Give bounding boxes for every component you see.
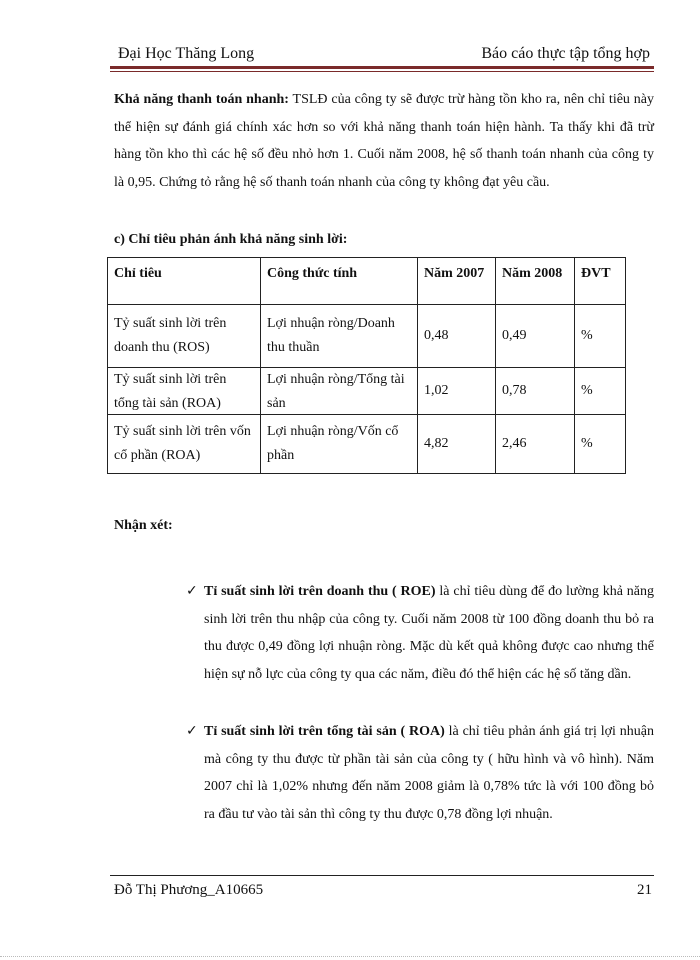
table-cell: %: [575, 368, 626, 415]
bullet-text: [204, 718, 654, 828]
table-header-row: [108, 258, 626, 305]
bullet-body: là chỉ tiêu dùng để đo lường khả năng sinh lời trên thu nhập của công ty. Cuối năm 2008 từ 100 đồng doanh thu bỏ ra thu được 0,49 đồng lợi nhuận ròng. Mặc dù kết quả không được cao nhưng thể hiện sự nỗ lực của công ty qua các năm, điều đó thể hiện các hệ số tăng dần.: [204, 584, 654, 682]
table-cell: %: [575, 415, 626, 474]
footer-rule: [110, 875, 654, 876]
page-edge: [0, 956, 700, 957]
bullet-body: là chỉ tiêu phản ánh giá trị lợi nhuận mà công ty thu được từ phần tài sản của công ty ( hữu hình và vô hình). Năm 2007 chỉ là 1,02% nhưng đến năm 2008 giảm là 0,78% tức là với 100 đồng bỏ ra đầu tư vào tài sản thì công ty thu được 0,78 đồng lợi nhuận.: [204, 724, 654, 822]
bullet-lead: Tỉ suất sinh lời trên tổng tài sản ( ROA): [204, 724, 445, 739]
table-cell: Lợi nhuận ròng/Doanh thu thuần: [261, 305, 418, 368]
header-rule-thick: [110, 66, 654, 69]
table-cell: Lợi nhuận ròng/Vốn cổ phần: [261, 415, 418, 474]
checkmark-icon: ✓: [186, 583, 198, 599]
table-cell: 0,48: [418, 305, 496, 368]
table-cell: %: [575, 305, 626, 368]
table-row: [108, 305, 626, 368]
bullet-item-roa: [186, 718, 654, 828]
table-cell: Tỷ suất sinh lời trên tổng tài sản (ROA): [114, 372, 227, 411]
table-cell: 1,02: [418, 368, 496, 415]
table-header-cell: ĐVT: [575, 258, 626, 305]
table-cell: 0,78: [496, 368, 575, 415]
paragraph-body: TSLĐ của công ty sẽ được trừ hàng tồn kho ra, nên chỉ tiêu này thể hiện sự đánh giá chính xác hơn so với khả năng thanh toán hiện hành. Ta thấy khi đã trừ hàng tồn kho thì các hệ số đều nhỏ hơn 1. Cuối năm 2008, hệ số thanh toán nhanh của công ty là 0,95. Chứng tỏ rằng hệ số thanh toán nhanh của công ty không đạt yêu cầu.: [114, 92, 654, 190]
section-title: c) Chỉ tiêu phản ánh khả năng sinh lời:: [114, 232, 348, 247]
bullet-item-ros: [186, 578, 654, 688]
paragraph-lead: Khả năng thanh toán nhanh:: [114, 92, 289, 107]
table-cell: Tỷ suất sinh lời trên doanh thu (ROS): [108, 305, 261, 368]
table-cell: Tỷ suất sinh lời trên vốn cổ phần (ROA): [108, 415, 261, 474]
table-cell: 0,49: [496, 305, 575, 368]
table-header-cell: Công thức tính: [261, 258, 418, 305]
header-report-title: Báo cáo thực tập tổng hợp: [481, 45, 650, 62]
checkmark-icon: ✓: [186, 723, 198, 739]
header-rule-thin: [110, 71, 654, 72]
table-header-cell: Năm 2008: [496, 258, 575, 305]
table-row: [108, 415, 626, 474]
table-header-cell: Năm 2007: [418, 258, 496, 305]
quick-ratio-paragraph: [114, 86, 654, 196]
bullet-lead: Tỉ suất sinh lời trên doanh thu ( ROE): [204, 584, 436, 599]
page-number: 21: [637, 882, 652, 898]
table-row: [108, 368, 626, 415]
footer-author: Đỗ Thị Phương_A10665: [114, 882, 264, 898]
page-header: [110, 44, 654, 64]
table-cell: Lợi nhuận ròng/Tổng tài sản: [267, 372, 405, 411]
profitability-table: [107, 257, 626, 474]
table-cell: 4,82: [418, 415, 496, 474]
header-university: Đại Học Thăng Long: [118, 45, 255, 62]
remark-title: Nhận xét:: [114, 518, 173, 533]
table-cell: 2,46: [496, 415, 575, 474]
table-header-cell: Chỉ tiêu: [108, 258, 261, 305]
bullet-text: [204, 578, 654, 688]
